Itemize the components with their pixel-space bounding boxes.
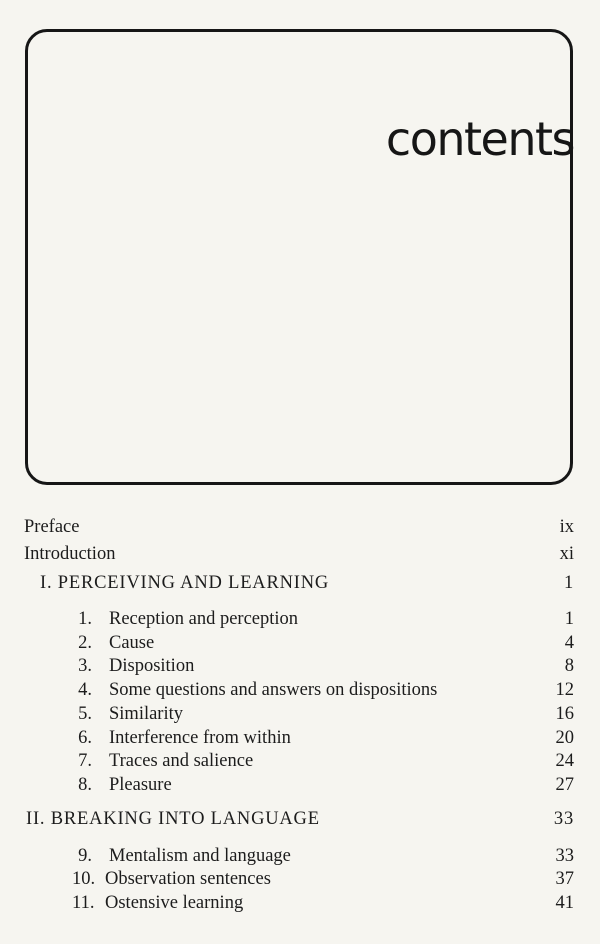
part-page: 33 [553,809,574,829]
chapter-title: Cause [109,633,155,653]
part-page: 1 [563,573,574,593]
chapter-page: 37 [555,869,574,889]
chapter-title: Disposition [109,656,195,676]
chapter-title: Ostensive learning [105,893,244,913]
chapter-page: 41 [555,893,574,913]
part-title: II. BREAKING INTO LANGUAGE [26,809,320,829]
chapter-number: 2. [78,633,92,653]
chapter-number: 4. [78,680,92,700]
chapter-page: 24 [555,751,574,771]
chapter-number: 5. [78,704,92,724]
chapter-number: 7. [78,751,92,771]
chapter-title: Some questions and answers on dispositions [109,680,438,700]
entry-title: Introduction [24,544,116,564]
chapter-page: 12 [555,680,574,700]
toc-chapter-4[interactable] [0,678,600,702]
chapter-number: 8. [78,775,92,795]
toc-chapter-10[interactable] [0,867,600,891]
toc-chapter-3[interactable] [0,654,600,678]
toc-chapter-2[interactable] [0,631,600,655]
toc-chapter-11[interactable] [0,891,600,915]
chapter-title: Similarity [109,704,183,724]
chapter-number: 6. [78,728,92,748]
part-title: I. PERCEIVING AND LEARNING [40,573,330,593]
entry-page: xi [559,544,574,564]
toc-chapter-1[interactable] [0,607,600,631]
toc-chapter-7[interactable] [0,749,600,773]
chapter-page: 33 [555,846,574,866]
toc-chapter-9[interactable] [0,844,600,868]
chapter-title: Reception and perception [109,609,299,629]
chapter-number: 3. [78,656,92,676]
toc-chapter-6[interactable] [0,726,600,750]
contents-heading: contents [385,112,574,166]
chapter-number: 10. [72,869,96,889]
chapter-number: 1. [78,609,92,629]
chapter-title: Interference from within [109,728,291,748]
chapter-title: Observation sentences [105,869,271,889]
chapter-page: 1 [564,609,574,629]
toc-entry-introduction[interactable] [0,542,600,566]
chapter-page: 4 [564,633,574,653]
chapter-title: Pleasure [109,775,172,795]
chapter-title: Mentalism and language [109,846,291,866]
toc-part-1[interactable] [0,571,600,595]
entry-title: Preface [24,517,80,537]
chapter-title: Traces and salience [109,751,254,771]
chapter-number: 9. [78,846,92,866]
chapter-page: 8 [564,656,574,676]
toc-chapter-5[interactable] [0,702,600,726]
chapter-page: 27 [555,775,574,795]
toc-entry-preface[interactable] [0,515,600,539]
toc-part-2[interactable] [0,807,600,831]
toc-chapter-8[interactable] [0,773,600,797]
entry-page: ix [559,517,574,537]
chapter-page: 16 [555,704,574,724]
chapter-page: 20 [555,728,574,748]
chapter-number: 11. [72,893,95,913]
